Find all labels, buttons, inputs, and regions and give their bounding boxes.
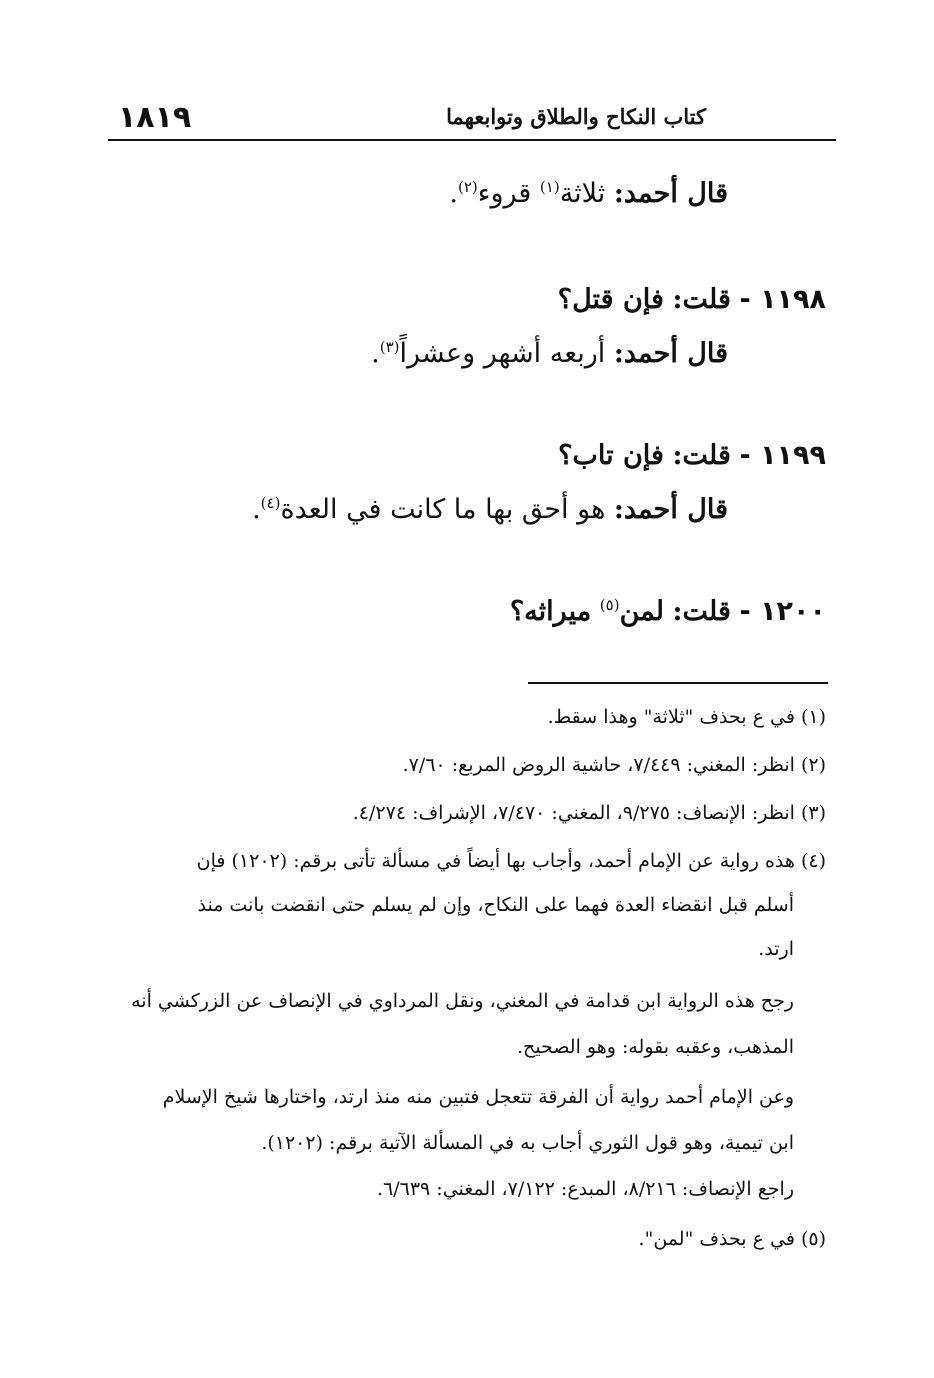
question-label: قلت: [672, 284, 731, 315]
question-number: ١١٩٨ - [739, 284, 826, 315]
page-number: ١٨١٩ [118, 100, 192, 135]
answer-line: قال أحمد: أربعه أشهر وعشراً$^{(٣)}$. [371, 338, 728, 369]
footnote-ref[interactable]: (٣) [379, 338, 400, 356]
footnote-4-line: أسلم قبل انقضاء العدة فهما على النكاح، وإن لم يسلم حتى انقضت بانت منذ [197, 894, 794, 916]
footnote-4-line: ارتد. [758, 938, 794, 960]
footnote-ref[interactable]: (١) [539, 178, 560, 196]
footnote-2: (٢) انظر: المغني: ٧/٤٤٩، حاشية الروض المربع: ٧/٦٠. [402, 754, 826, 776]
footnote-ref[interactable]: (٥) [599, 596, 620, 614]
question-line [558, 284, 826, 315]
footnote-4-line: (٤) هذه رواية عن الإمام أحمد، وأجاب بها أيضاً في مسألة تأتى برقم: (١٢٠٢) فإن [196, 850, 826, 872]
question-text: فإن قتل؟ [557, 284, 664, 315]
question-number: ١١٩٩ - [739, 440, 826, 471]
running-title: كتاب النكاح والطلاق وتوابعهما [446, 104, 706, 129]
question-label: قلت: [672, 596, 731, 627]
footnote-4-line: وعن الإمام أحمد رواية أن الفرقة تتعجل فتبين منه منذ ارتد، واختارها شيخ الإسلام [162, 1086, 794, 1108]
footnote-3: (٣) انظر: الإنصاف: ٩/٢٧٥، المغني: ٧/٤٧٠، الإشراف: ٤/٢٧٤. [352, 802, 826, 824]
footnote-1: (١) في ع بحذف "ثلاثة" وهذا سقط. [547, 706, 826, 728]
header-rule [108, 139, 836, 141]
question-line: ١٢٠٠ - قلت: لمن$^{(٥)}$ ميراثه؟ [509, 596, 826, 627]
answer-line: قال أحمد: هو أحق بها ما كانت في العدة$^{(٤)}$. [252, 494, 728, 525]
question-line [558, 440, 826, 471]
question-number: ١٢٠٠ - [739, 596, 826, 627]
answer-line: قال أحمد: ثلاثة$^{(١)}$ قروء$^{(٢)}$. [449, 178, 728, 209]
footnote-5: (٥) في ع بحذف "لمن". [638, 1228, 826, 1250]
footnote-ref[interactable]: (٤) [260, 494, 281, 512]
footnote-4-line: ابن تيمية، وهو قول الثوري أجاب به في المسألة الآتية برقم: (١٢٠٢). [261, 1132, 794, 1154]
question-label: قلت: [672, 440, 731, 471]
footnote-4-line: راجع الإنصاف: ٨/٢١٦، المبدع: ٧/١٢٢، المغني: ٦/٦٣٩. [376, 1178, 794, 1200]
question-text: فإن تاب؟ [558, 440, 664, 471]
footnote-rule [528, 682, 828, 684]
footnote-4-line: المذهب، وعقبه بقوله: وهو الصحيح. [517, 1036, 794, 1058]
footnote-4-line: رجح هذه الرواية ابن قدامة في المغني، ونقل المرداوي في الإنصاف عن الزركشي أنه [131, 990, 794, 1012]
footnote-ref[interactable]: (٢) [457, 178, 478, 196]
